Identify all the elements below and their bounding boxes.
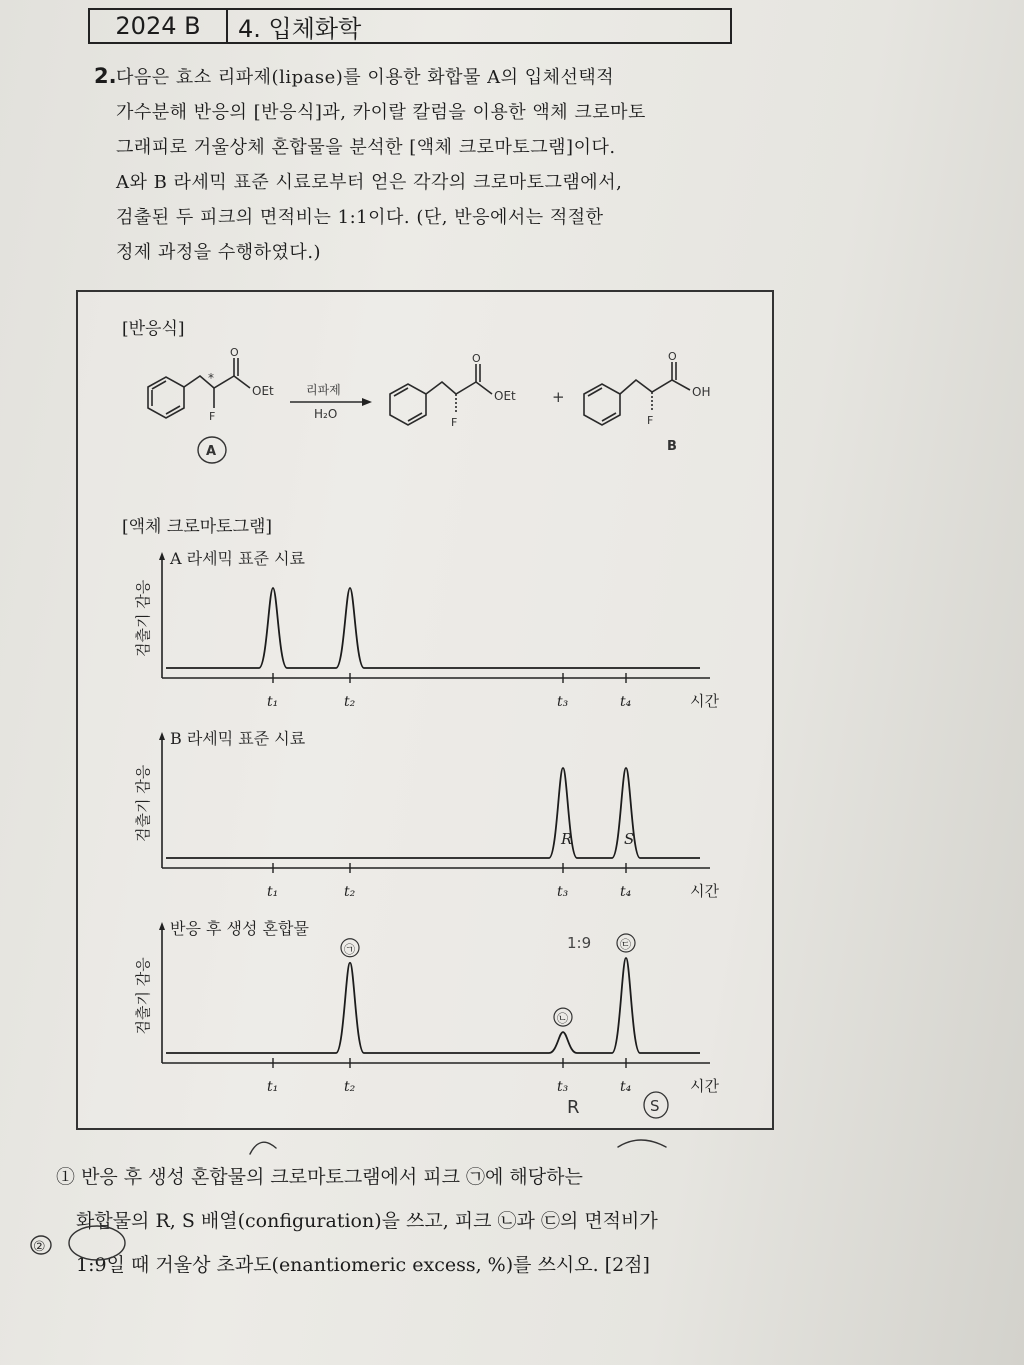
x-tick-label: t₁ [267, 884, 279, 900]
x-tick-label: t₂ [344, 884, 356, 900]
x-tick-label: t₂ [344, 1079, 356, 1095]
peak-label-1: S [624, 830, 635, 848]
chromatogram-section-label: [액체 크로마토그램] [122, 517, 273, 537]
compound-a-f: F [209, 410, 216, 423]
compound-a-o: O [230, 346, 239, 359]
chromatogram-panels [134, 549, 719, 1118]
y-axis-arrow [159, 552, 165, 560]
handwritten-s: S [650, 1097, 660, 1115]
reaction-arrow [290, 382, 372, 421]
header-topic: 4. 입체화학 [238, 14, 362, 43]
reagent-label: 리파제 [306, 383, 341, 397]
y-axis-label: 검출기 감응 [134, 764, 152, 842]
answer-line-3: 1:9일 때 거울상 초과도(enantiomeric excess, %)를 쓰시오. [2점] [76, 1254, 650, 1276]
compound-b-label: B [667, 439, 677, 454]
chromatogram-trace [166, 588, 700, 668]
chromatogram-panel-3 [134, 919, 719, 1118]
chromatogram-trace [166, 768, 700, 858]
product-acid-structure [584, 350, 710, 454]
product-ester-f: F [451, 416, 458, 429]
compound-a-oet: OEt [252, 384, 274, 398]
chromatogram-panel-1 [134, 549, 719, 710]
product-acid-oh: OH [692, 385, 711, 399]
x-tick-label: t₄ [620, 1079, 632, 1095]
question-line: 그래피로 거울상체 혼합물을 분석한 [액체 크로마토그램]이다. [116, 137, 616, 158]
x-tick-label: t₁ [267, 1079, 279, 1095]
peak-label-0: R [561, 830, 573, 848]
x-tick-label: t₂ [344, 694, 356, 710]
question-number: 2. [94, 64, 117, 88]
x-tick-label: t₃ [557, 1079, 569, 1095]
answer-bullet: ① [56, 1166, 76, 1188]
x-axis-label: 시간 [690, 692, 719, 710]
reaction-section-label: [반응식] [122, 319, 185, 339]
question-line: A와 B 라세믹 표준 시료로부터 얻은 각각의 크로마토그램에서, [116, 172, 623, 193]
water-label: H₂O [314, 407, 338, 421]
product-acid-f: F [647, 414, 654, 427]
y-axis-label: 검출기 감응 [134, 957, 152, 1035]
chromatogram-panel-2 [134, 729, 719, 900]
compound-a-label: A [206, 444, 217, 459]
figure-svg [78, 292, 772, 1128]
y-axis-arrow [159, 732, 165, 740]
panel-title: B 라세믹 표준 시료 [170, 729, 306, 748]
answer-line-1 [56, 1155, 796, 1199]
answer-block [56, 1155, 796, 1287]
panel-title: A 라세믹 표준 시료 [170, 549, 306, 568]
x-tick-label: t₁ [267, 694, 279, 710]
product-ester-oet: OEt [494, 389, 516, 403]
answer-line-2: 화합물의 R, S 배열(configuration)을 쓰고, 피크 ㉡과 ㉢의 면적비가 [76, 1210, 658, 1232]
panel-title: 반응 후 생성 혼합물 [170, 919, 309, 938]
x-axis-label: 시간 [690, 882, 719, 900]
question-line: 검출된 두 피크의 면적비는 1:1이다. (단, 반응에서는 적절한 [116, 207, 604, 228]
pencil-stroke [618, 1140, 666, 1147]
pencil-stroke [250, 1142, 276, 1154]
product-ester-structure [390, 352, 516, 429]
x-tick-label: t₄ [620, 884, 632, 900]
figure-box [76, 290, 774, 1130]
peak-label-0: ㉠ [344, 942, 355, 956]
question-line: 정제 과정을 수행하였다.) [116, 242, 322, 263]
chromatogram-trace [166, 958, 700, 1053]
question-line: 다음은 효소 리파제(lipase)를 이용한 화합물 A의 입체선택적 [116, 67, 615, 88]
x-tick-label: t₃ [557, 884, 569, 900]
answer-line: 반응 후 생성 혼합물의 크로마토그램에서 피크 ㉠에 해당하는 [81, 1166, 583, 1188]
header-box [88, 8, 732, 44]
handwritten-r: R [567, 1097, 580, 1118]
x-axis-label: 시간 [690, 1077, 719, 1095]
plus-sign: + [552, 388, 565, 406]
stereocenter-star: * [208, 371, 214, 385]
product-ester-o: O [472, 352, 481, 365]
product-acid-o: O [668, 350, 677, 363]
pencil-circled-two: ② [33, 1239, 46, 1255]
y-axis-label: 검출기 감응 [134, 579, 152, 657]
pencil-circle-2 [31, 1236, 51, 1254]
peak-label-1: ㉡ [557, 1012, 568, 1026]
handwritten-ratio: 1:9 [567, 934, 592, 952]
question-text [116, 60, 738, 270]
question-line: 가수분해 반응의 [반응식]과, 카이랄 칼럼을 이용한 액체 크로마토 [116, 102, 646, 123]
peak-label-2: ㉢ [620, 938, 631, 951]
x-tick-label: t₄ [620, 694, 632, 710]
x-tick-label: t₃ [557, 694, 569, 710]
compound-a-structure [148, 346, 274, 463]
y-axis-arrow [159, 922, 165, 930]
header-year: 2024 B [90, 10, 228, 42]
